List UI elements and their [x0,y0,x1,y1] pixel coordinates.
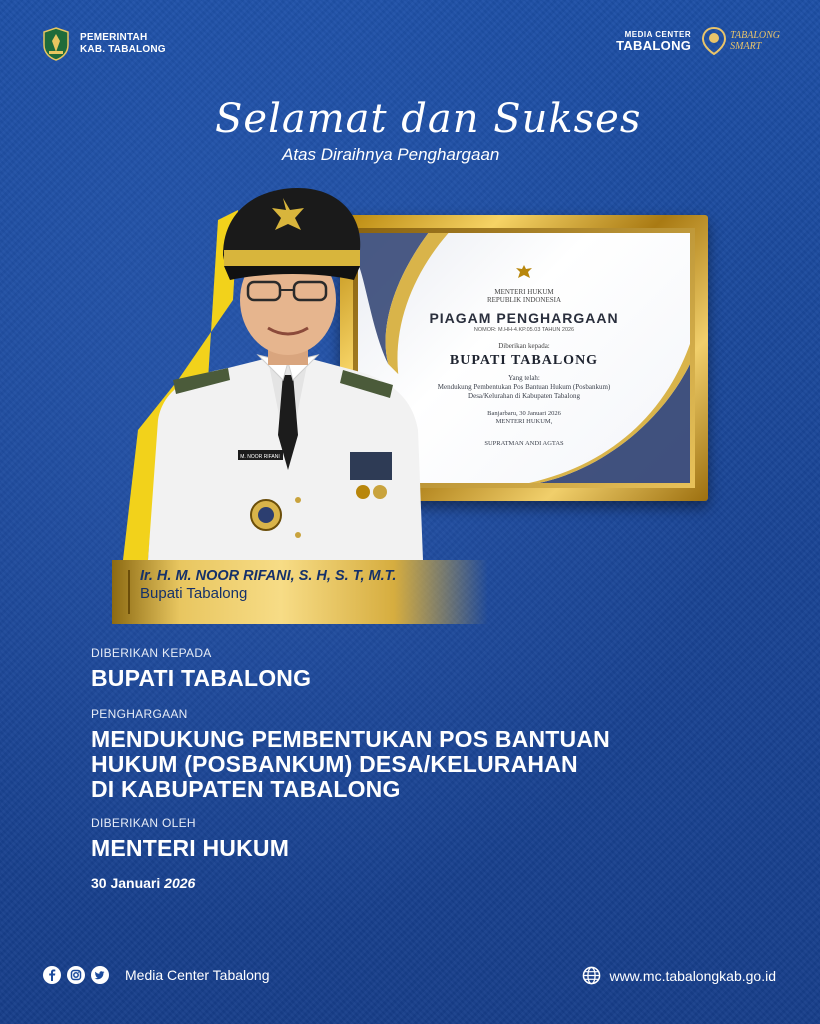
award-line1: MENDUKUNG PEMBENTUKAN POS BANTUAN [91,726,610,752]
tabalong-crest-icon [42,27,70,61]
label-given-by: DIBERIKAN OLEH [91,816,196,830]
label-award: PENGHARGAAN [91,707,188,721]
cert-ministry-line1: MENTERI HUKUM [494,288,554,296]
tabalong-smart-text [730,30,780,52]
cert-number: NOMOR: M.HH-4.KP.05.03 TAHUN 2026 [473,327,575,333]
mc-small-text: MEDIA CENTER [624,29,692,39]
label-given-to: DIBERIKAN KEPADA [91,646,212,660]
date-day-month: 30 Januari [91,875,165,891]
tabalong-smart-logo [701,26,780,56]
award-date [91,875,691,891]
congratulation-subtitle: Atas Diraihnya Penghargaan [282,145,500,164]
congratulation-title: Selamat dan Sukses [215,96,642,142]
cert-title: PIAGAM PENGHARGAAN [429,310,619,326]
cert-signer: SUPRATMAN ANDI AGTAS [484,440,564,447]
award-line3: DI KABUPATEN TABALONG [91,776,401,802]
ts-line1: TABALONG [730,30,780,41]
website-link[interactable] [582,966,776,985]
award-info [91,646,691,891]
media-center-name: Media Center Tabalong [125,967,270,983]
official-role: Bupati Tabalong [140,585,248,602]
cert-sign-role: MENTERI HUKUM, [495,418,553,425]
mc-big-text: TABALONG [616,37,692,53]
government-name [80,32,166,56]
globe-icon [582,966,601,985]
tabalong-smart-emblem-icon [701,26,727,56]
social-links [43,966,270,984]
partner-logos [616,26,780,56]
facebook-icon[interactable] [43,966,61,984]
instagram-icon[interactable] [67,966,85,984]
given-by-value: MENTERI HUKUM [91,835,290,861]
given-to-value: BUPATI TABALONG [91,665,312,691]
portrait-name-badge: M. NOOR RIFANI [240,454,280,460]
cert-yang-telah: Yang telah: [508,374,540,382]
ts-line2: SMART [730,41,762,52]
date-year: 2026 [164,875,196,891]
cert-text-line2: Desa/Kelurahan di Kabupaten Tabalong [468,392,580,400]
gov-line2: KAB. TABALONG [80,44,166,55]
cert-ministry-line2: REPUBLIK INDONESIA [486,296,562,304]
official-portrait [118,180,438,560]
award-line2: HUKUM (POSBANKUM) DESA/KELURAHAN [91,751,578,777]
cert-given-label: Diberikan kepada: [498,342,550,350]
gov-line1: PEMERINTAH [80,32,148,43]
cert-place-date: Banjarbaru, 30 Januari 2026 [487,410,561,417]
government-logo [42,27,166,61]
official-name: Ir. H. M. NOOR RIFANI, S. H, S. T, M.T. [140,568,397,584]
official-nameplate [112,560,488,624]
cert-recipient: BUPATI TABALONG [449,353,599,368]
media-center-logo [616,31,691,52]
garuda-emblem-icon [514,263,534,283]
twitter-icon[interactable] [91,966,109,984]
website-url[interactable]: www.mc.tabalongkab.go.id [609,967,776,984]
cert-text-line1: Mendukung Pembentukan Pos Bantuan Hukum (Posbankum) [437,383,611,391]
